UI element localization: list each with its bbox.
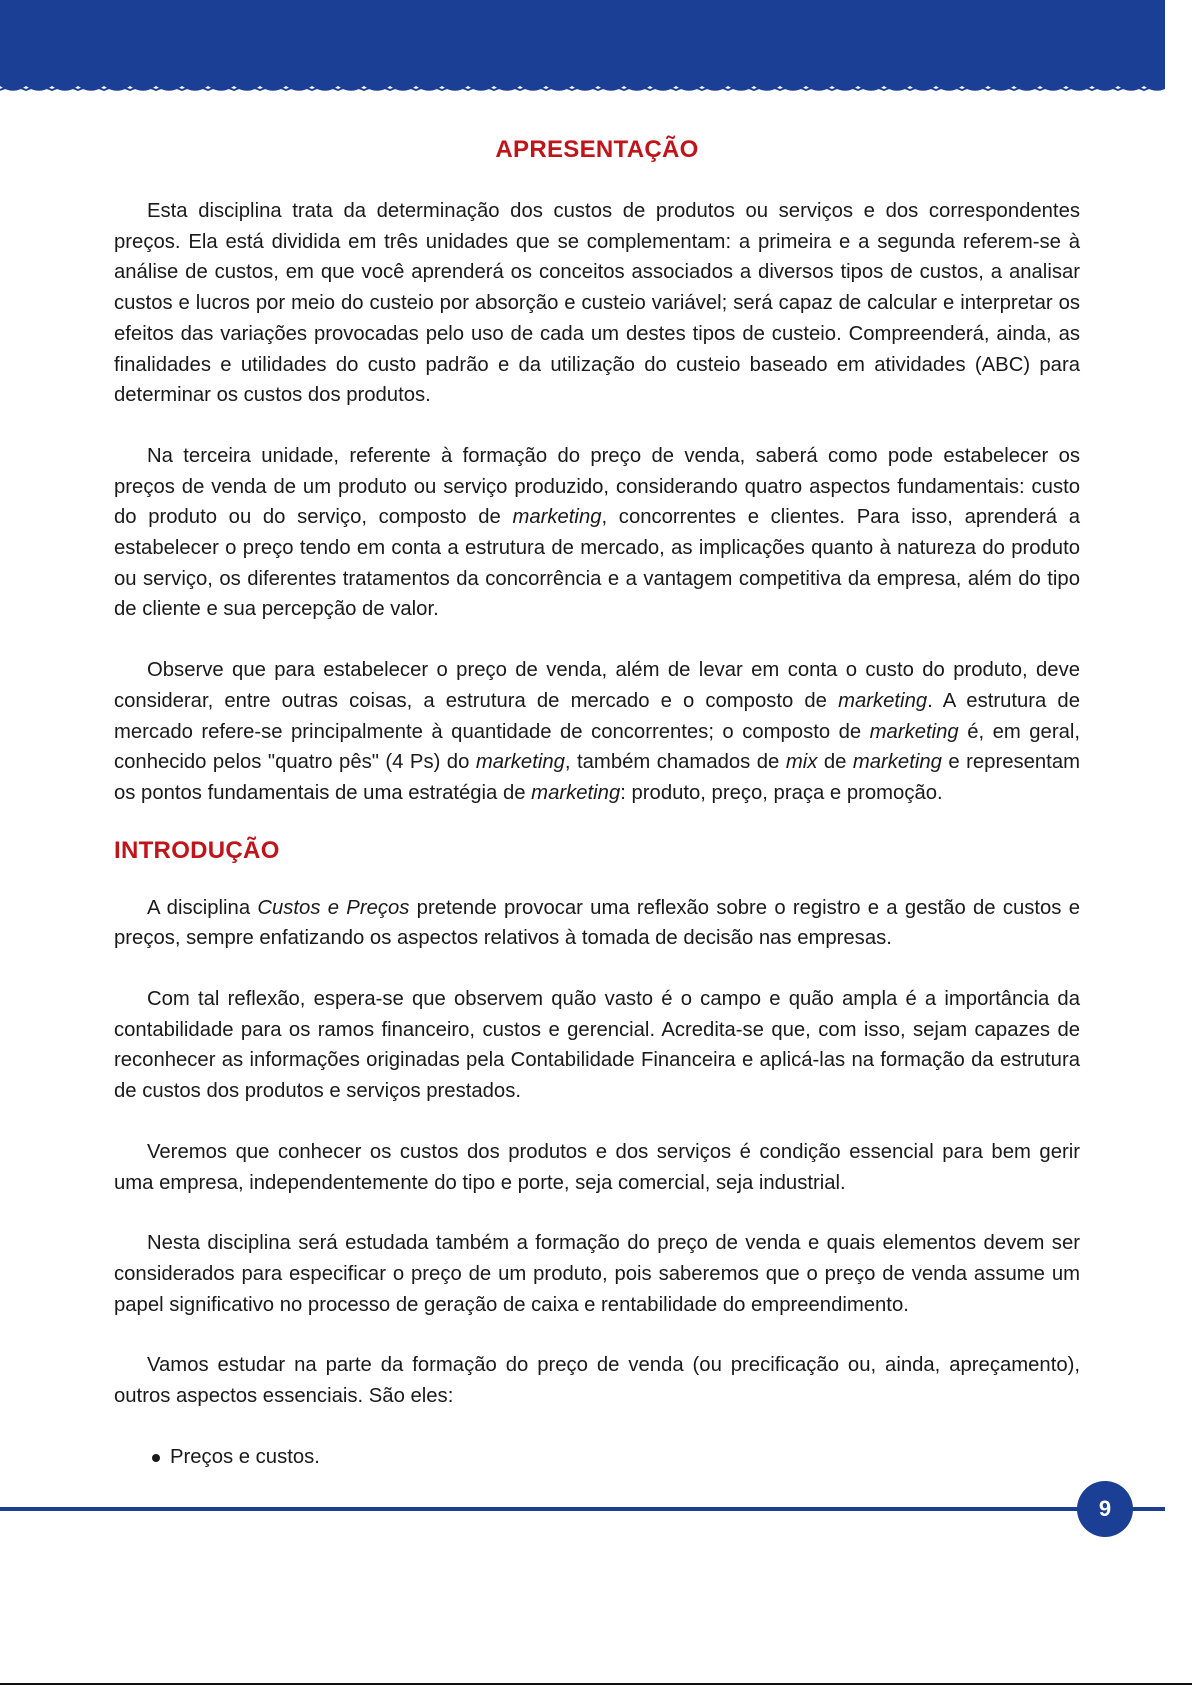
apresentacao-paragraph-2: Na terceira unidade, referente à formação do preço de venda, saberá como pode estabelecer os preços de venda de um produto ou serviço produzido, considerando quatro aspectos fundamentais: custo do produto ou do serviço, composto de marketing, concorrentes e clientes. Para isso, aprenderá a estabelecer o preço tendo em conta a estrutura de mercado, as implicações quanto à natureza do produto ou serviço, os diferentes tratamentos da concorrência e a vantagem competitiva da empresa, além do tipo de cliente e sua percepção de valor. <box>114 444 1080 621</box>
header-banner <box>0 0 1165 100</box>
introducao-paragraph-5: Vamos estudar na parte da formação do preço de venda (ou precificação ou, ainda, apreçamento), outros aspectos essenciais. São eles: <box>114 1354 1080 1408</box>
list-item: Preços e custos. <box>114 1442 1080 1473</box>
heading-apresentacao: APRESENTAÇÃO <box>495 136 699 163</box>
aspects-list <box>114 1442 1080 1473</box>
apresentacao-paragraph-3: Observe que para estabelecer o preço de venda, além de levar em conta o custo do produto, deve considerar, entre outras coisas, a estrutura de mercado e o composto de marketing. A estrutura de mercado refere-se principalmente à quantidade de concorrentes; o composto de marketing é, em geral, conhecido pelos "quatro pês" (4 Ps) do marketing, também chamados de mix de marketing e representam os pontos fundamentais de uma estratégia de marketing: produto, preço, praça e promoção. <box>114 659 1080 804</box>
introducao-paragraph-4: Nesta disciplina será estudada também a formação do preço de venda e quais elementos devem ser considerados para especificar o preço de um produto, pois saberemos que o preço de venda assume um papel significativo no processo de geração de caixa e rentabilidade do empreendimento. <box>114 1232 1080 1316</box>
page-content <box>114 136 1080 1473</box>
footer-rule <box>0 1507 1165 1511</box>
apresentacao-paragraph-1: Esta disciplina trata da determinação dos custos de produtos ou serviços e dos correspondentes preços. Ela está dividida em três unidades que se complementam: a primeira e a segunda referem-se à análise de custos, em que você aprenderá os conceitos associados a diversos tipos de custos, a analisar custos e lucros por meio do custeio por absorção e custeio variável; será capaz de calcular e interpretar os efeitos das variações provocadas pelo uso de cada um destes tipos de custeio. Compreenderá, ainda, as finalidades e utilidades do custo padrão e da utilização do custeio baseado em atividades (ABC) para determinar os custos dos produtos. <box>114 200 1080 407</box>
bullet-icon <box>152 1454 160 1462</box>
introducao-paragraph-1: A disciplina Custos e Preços pretende provocar uma reflexão sobre o registro e a gestão de custos e preços, sempre enfatizando os aspectos relativos à tomada de decisão nas empresas. <box>114 896 1080 950</box>
heading-introducao: INTRODUÇÃO <box>114 836 280 864</box>
introducao-paragraph-3: Veremos que conhecer os custos dos produtos e dos serviços é condição essencial para bem gerir uma empresa, independentemente do tipo e porte, seja comercial, seja industrial. <box>114 1140 1080 1194</box>
introducao-paragraph-2: Com tal reflexão, espera-se que observem quão vasto é o campo e quão ampla é a importância da contabilidade para os ramos financeiro, custos e gerencial. Acredita-se que, com isso, sejam capazes de reconhecer as informações originadas pela Contabilidade Financeira e aplicá-las na formação da estrutura de custos dos produtos e serviços prestados. <box>114 988 1080 1103</box>
banner-wave <box>0 0 1165 91</box>
page-number: 9 <box>1077 1481 1133 1537</box>
right-margin <box>1165 0 1192 1685</box>
